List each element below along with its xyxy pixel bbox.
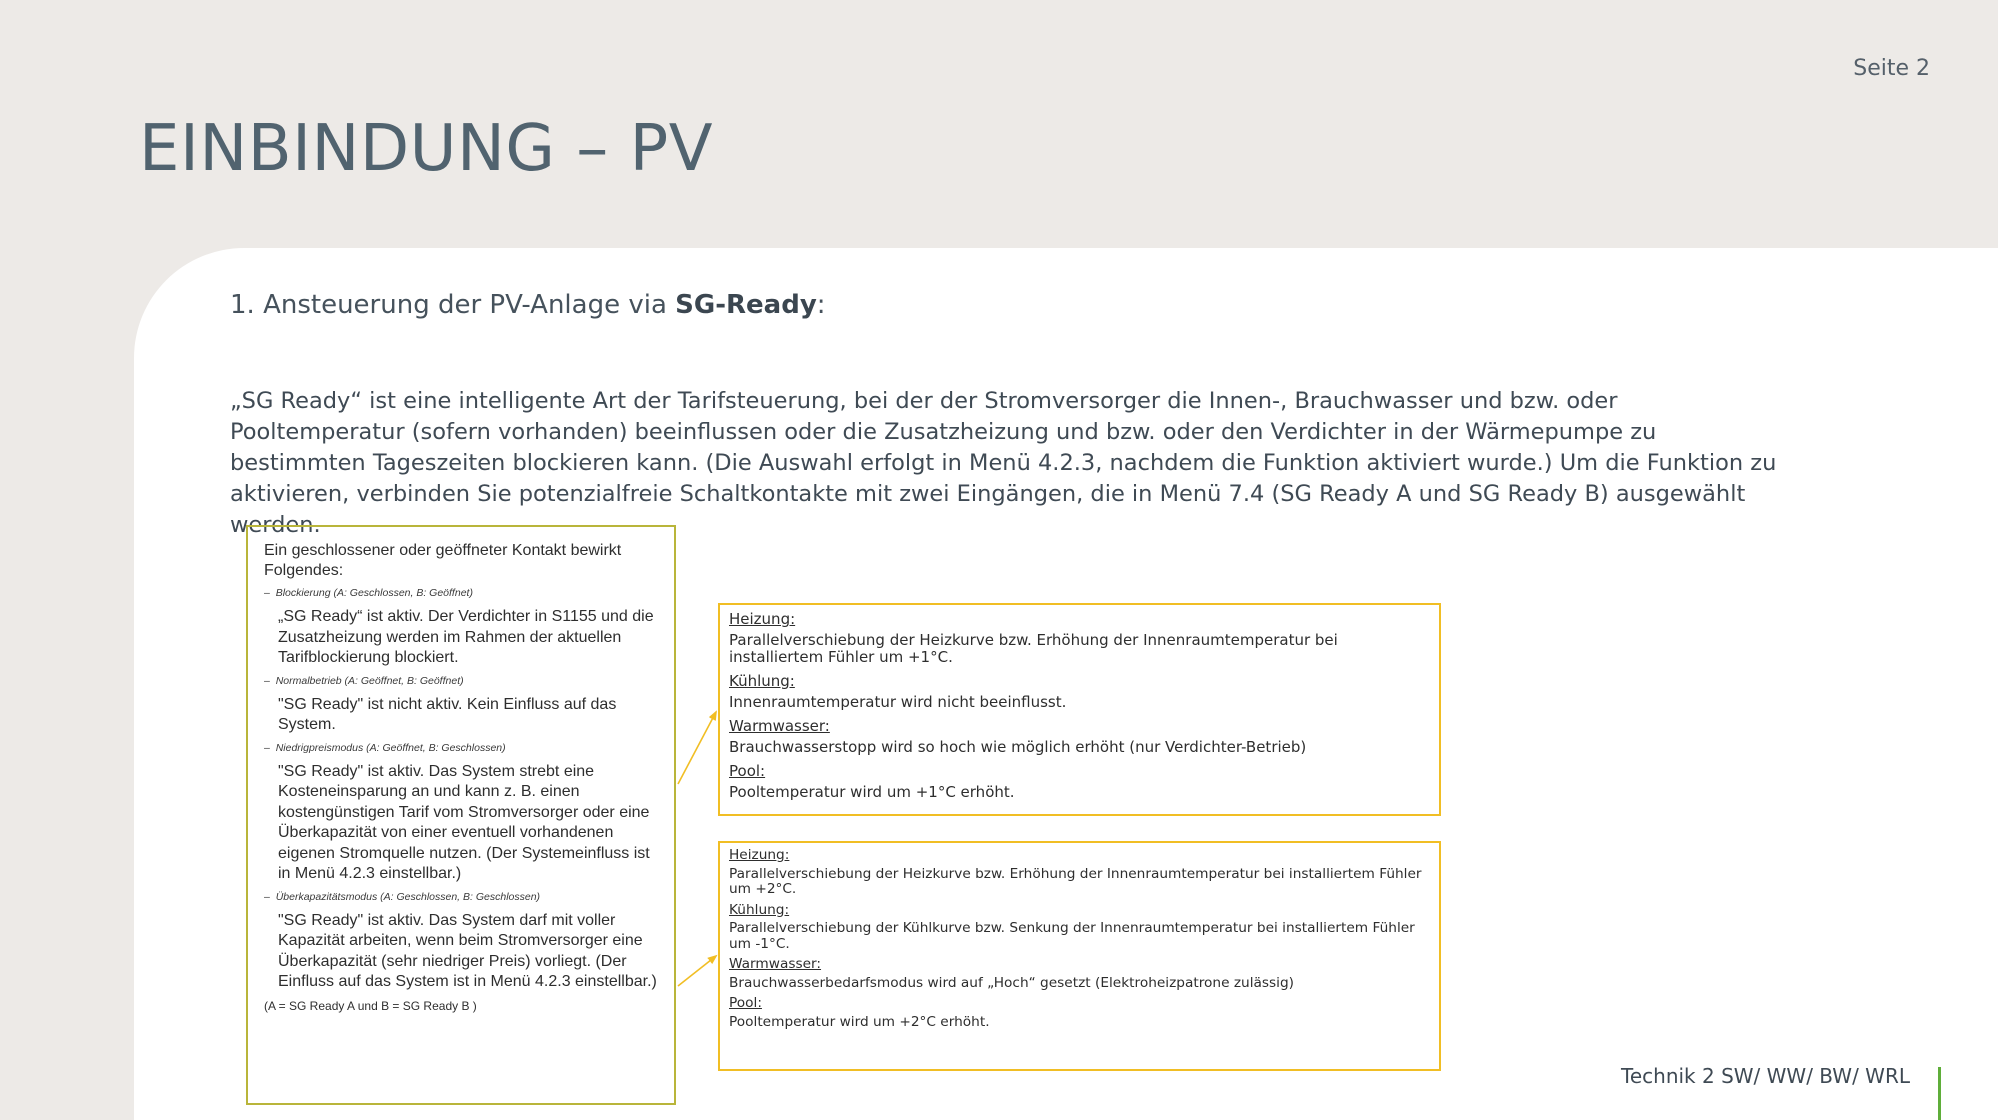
- footer-text: Technik 2 SW/ WW/ BW/ WRL: [1621, 1064, 1910, 1088]
- mode-ueberkapazitaet-label: – Überkapazitätsmodus (A: Geschlossen, B: Geschlossen): [264, 891, 660, 903]
- heizung-text: Parallelverschiebung der Heizkurve bzw. Erhöhung der Innenraumtemperatur bei installiertem Fühler um +2°C.: [729, 865, 1422, 897]
- footer-accent-bar: [1938, 1067, 1941, 1120]
- page-number: Seite 2: [1853, 56, 1930, 81]
- kuehlung-text: Parallelverschiebung der Kühlkurve bzw. Senkung der Innenraumtemperatur bei installiertem Fühler um -1°C.: [729, 920, 1415, 952]
- kuehlung-text: Innenraumtemperatur wird nicht beeinflusst.: [729, 693, 1067, 711]
- sg-box-lead: Ein geschlossener oder geöffneter Kontakt bewirkt Folgendes:: [264, 542, 622, 579]
- section-heading-bold: SG-Ready: [675, 290, 817, 320]
- ueberkapazitaet-effects-box: [718, 841, 1441, 1071]
- pool-text: Pooltemperatur wird um +1°C erhöht.: [729, 783, 1015, 801]
- mode-niedrigpreis-label: – Niedrigpreismodus (A: Geöffnet, B: Geschlossen): [264, 742, 660, 754]
- mode-niedrigpreis-desc: "SG Ready" ist aktiv. Das System strebt eine Kosteneinsparung an und kann z. B. einen kostengünstigen Tarif vom Stromversorger oder eine Überkapazität von einer eventuell vorhandenen eigenen Stromquelle nutzen. (Der Systemeinfluss ist in Menü 4.2.3 einstellbar.): [278, 762, 650, 882]
- heizung-label: Heizung:: [729, 610, 796, 628]
- section-heading-prefix: 1. Ansteuerung der PV-Anlage via: [230, 290, 676, 320]
- sg-box-footnote: (A = SG Ready A und B = SG Ready B ): [264, 998, 477, 1013]
- warmwasser-label: Warmwasser:: [729, 717, 830, 735]
- section-heading: [230, 290, 826, 320]
- warmwasser-label: Warmwasser:: [729, 956, 822, 972]
- slide-title: EINBINDUNG – PV: [139, 112, 713, 186]
- niedrigpreis-effects-box: [718, 603, 1441, 816]
- warmwasser-text: Brauchwasserbedarfsmodus wird auf „Hoch“ gesetzt (Elektroheizpatrone zulässig): [729, 974, 1295, 991]
- intro-paragraph: „SG Ready“ ist eine intelligente Art der Tarifsteuerung, bei der der Stromversorger die Innen-, Brauchwasser und bzw. oder Pooltemperatur (sofern vorhanden) beeinflussen oder die Zusatzheizung und bzw. oder den Verdichter in der Wärmepumpe zu bestimmten Tageszeiten blockieren kann. (Die Auswahl erfolgt in Menü 4.2.3, nachdem die Funktion aktiviert wurde.) Um die Funktion zu aktivieren, verbinden Sie potenzialfreie Schaltkontakte mit zwei Eingängen, die in Menü 7.4 (SG Ready A und SG Ready B) ausgewählt werden.: [230, 388, 1777, 538]
- mode-blockierung-desc: „SG Ready“ ist aktiv. Der Verdichter in S1155 und die Zusatzheizung werden im Rahmen der aktuellen Tarifblockierung blockiert.: [278, 608, 654, 666]
- pool-text: Pooltemperatur wird um +2°C erhöht.: [729, 1013, 990, 1030]
- heizung-label: Heizung:: [729, 847, 790, 863]
- pool-label: Pool:: [729, 762, 766, 780]
- kuehlung-label: Kühlung:: [729, 901, 790, 918]
- mode-ueberkapazitaet-desc: "SG Ready" ist aktiv. Das System darf mit voller Kapazität arbeiten, wenn beim Stromversorger eine Überkapazität (sehr niedriger Preis) vorliegt. (Der Einfluss auf das System ist in Menü 4.2.3 einstellbar.): [278, 911, 657, 990]
- sg-ready-modes-box: [246, 525, 676, 1105]
- mode-normalbetrieb-desc: "SG Ready" ist nicht aktiv. Kein Einfluss auf das System.: [278, 695, 617, 733]
- mode-normalbetrieb-label: – Normalbetrieb (A: Geöffnet, B: Geöffnet): [264, 675, 660, 687]
- mode-blockierung-label: – Blockierung (A: Geschlossen, B: Geöffnet): [264, 587, 660, 599]
- heizung-text: Parallelverschiebung der Heizkurve bzw. Erhöhung der Innenraumtemperatur bei installiertem Fühler um +1°C.: [729, 631, 1338, 666]
- pool-label: Pool:: [729, 995, 762, 1011]
- kuehlung-label: Kühlung:: [729, 672, 795, 690]
- warmwasser-text: Brauchwasserstopp wird so hoch wie möglich erhöht (nur Verdichter-Betrieb): [729, 738, 1307, 756]
- section-heading-suffix: :: [816, 290, 826, 320]
